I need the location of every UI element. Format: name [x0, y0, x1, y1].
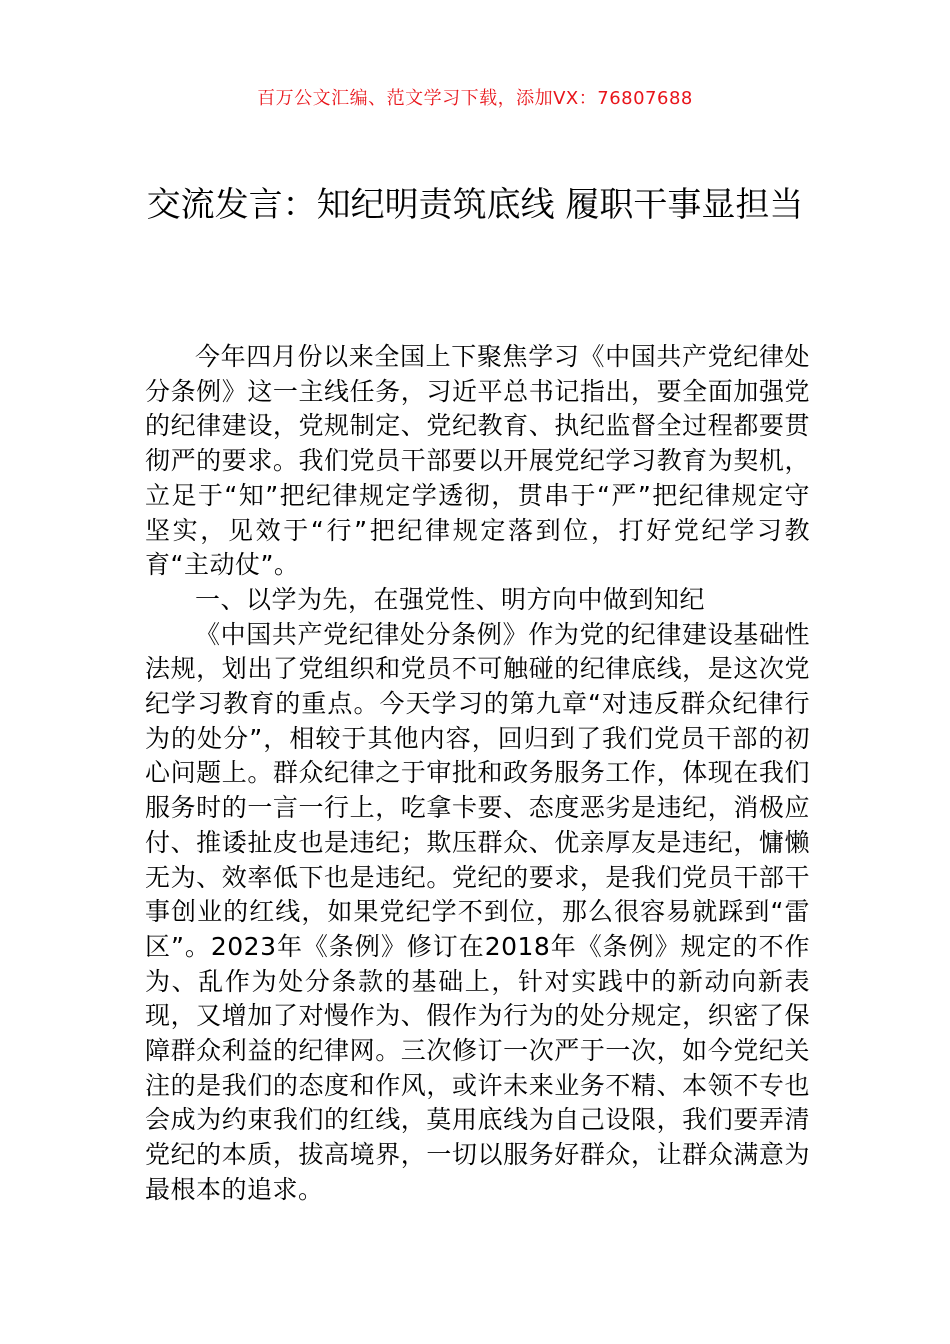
header-note: 百万公文汇编、范文学习下载，添加VX：76807688: [257, 88, 693, 109]
document-title: 交流发言：知纪明责筑底线 履职干事显担当: [146, 185, 804, 225]
section-heading-1: 一、以学为先，在强党性、明方向中做到知纪: [195, 584, 706, 614]
document-body: [145, 340, 810, 1208]
paragraph-intro: 今年四月份以来全国上下聚焦学习《中国共产党纪律处分条例》这一主线任务，习近平总书记指出，要全面加强党的纪律建设，党规制定、党纪教育、执纪监督全过程都要贯彻严的要求。我们党员干部要以开展党纪学习教育为契机，立足于“知”把纪律规定学透彻，贯串于“严”把纪律规定守坚实，见效于“行”把纪律规定落到位，打好党纪学习教育“主动仗”。: [145, 342, 810, 580]
paragraph-section-1: 《中国共产党纪律处分条例》作为党的纪律建设基础性法规，划出了党组织和党员不可触碰的纪律底线，是这次党纪学习教育的重点。今天学习的第九章“对违反群众纪律行为的处分”，相较于其他内容，回归到了我们党员干部的初心问题上。群众纪律之于审批和政务服务工作，体现在我们服务时的一言一行上，吃拿卡要、态度恶劣是违纪，消极应付、推诿扯皮也是违纪；欺压群众、优亲厚友是违纪，慵懒无为、效率低下也是违纪。党纪的要求，是我们党员干部干事创业的红线，如果党纪学不到位，那么很容易就踩到“雷区”。2023年《条例》修订在2018年《条例》规定的不作为、乱作为处分条款的基础上，针对实践中的新动向新表现，又增加了对慢作为、假作为行为的处分规定，织密了保障群众利益的纪律网。三次修订一次严于一次，如今党纪关注的是我们的态度和作风，或许未来业务不精、本领不专也会成为约束我们的红线，莫用底线为自己设限，我们要弄清党纪的本质，拔高境界，一切以服务好群众，让群众满意为最根本的追求。: [145, 619, 810, 1204]
